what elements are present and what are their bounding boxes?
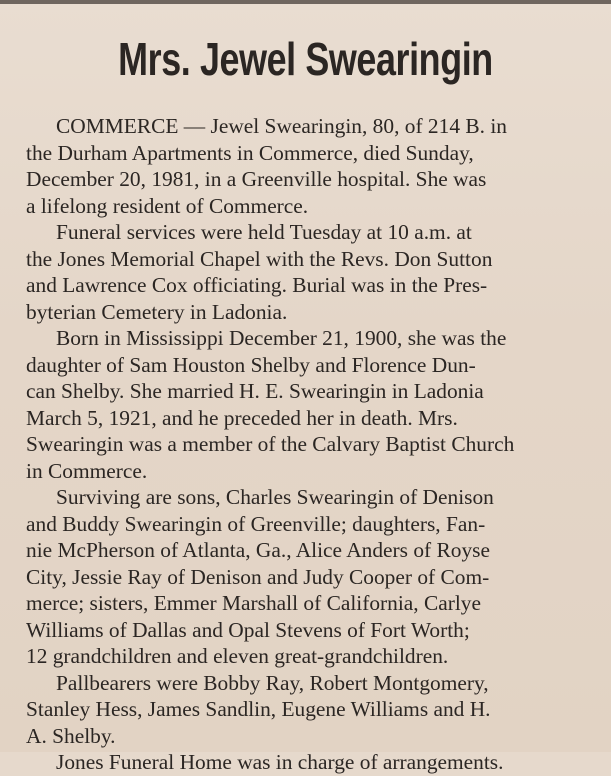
text-line: Williams of Dallas and Opal Stevens of Fort Worth; xyxy=(26,617,470,642)
paragraph-services xyxy=(26,219,592,325)
text-line: and Lawrence Cox officiating. Burial was in the Pres- xyxy=(26,273,488,297)
text-line: City, Jessie Ray of Denison and Judy Cooper of Com- xyxy=(26,564,490,589)
text-line: merce; sisters, Emmer Marshall of California, Carlye xyxy=(26,591,482,615)
text-line: COMMERCE — Jewel Swearingin, 80, of 214 B. in xyxy=(56,114,507,138)
text-line: Jones Funeral Home was in charge of arrangements. xyxy=(56,750,504,774)
paragraph-survivors xyxy=(26,484,592,670)
obituary-body xyxy=(26,113,592,776)
text-line: Born in Mississippi December 21, 1900, she was the xyxy=(56,326,507,350)
text-line: Pallbearers were Bobby Ray, Robert Montgomery, xyxy=(56,670,489,695)
text-line: Stanley Hess, James Sandlin, Eugene Williams and H. xyxy=(26,697,491,721)
paragraph-announcement xyxy=(26,113,592,219)
paragraph-arrangements xyxy=(26,749,592,776)
text-line: can Shelby. She married H. E. Swearingin in Ladonia xyxy=(26,379,484,403)
text-line: the Durham Apartments in Commerce, died Sunday, xyxy=(26,140,474,165)
paragraph-pallbearers xyxy=(26,670,592,750)
text-line: A. Shelby. xyxy=(26,723,116,748)
obituary-headline: Mrs. Jewel Swearingin xyxy=(118,33,493,85)
top-rule-divider xyxy=(0,0,611,4)
text-line: December 20, 1981, in a Greenville hospital. She was xyxy=(26,167,487,191)
text-line: daughter of Sam Houston Shelby and Florence Dun- xyxy=(26,352,476,377)
text-line: in Commerce. xyxy=(26,458,148,483)
text-line: a lifelong resident of Commerce. xyxy=(26,193,309,218)
text-line: Funeral services were held Tuesday at 10 a.m. at xyxy=(56,220,472,244)
text-line: 12 grandchildren and eleven great-grandchildren. xyxy=(26,644,449,668)
text-line: March 5, 1921, and he preceded her in death. Mrs. xyxy=(26,405,458,430)
text-line: Swearingin was a member of the Calvary Baptist Church xyxy=(26,432,515,456)
paragraph-biography xyxy=(26,325,592,484)
text-line: nie McPherson of Atlanta, Ga., Alice Anders of Royse xyxy=(26,538,490,562)
text-line: Surviving are sons, Charles Swearingin of Denison xyxy=(56,485,494,509)
text-line: and Buddy Swearingin of Greenville; daughters, Fan- xyxy=(26,511,486,536)
text-line: the Jones Memorial Chapel with the Revs. Don Sutton xyxy=(26,246,493,271)
text-line: byterian Cemetery in Ladonia. xyxy=(26,299,288,324)
